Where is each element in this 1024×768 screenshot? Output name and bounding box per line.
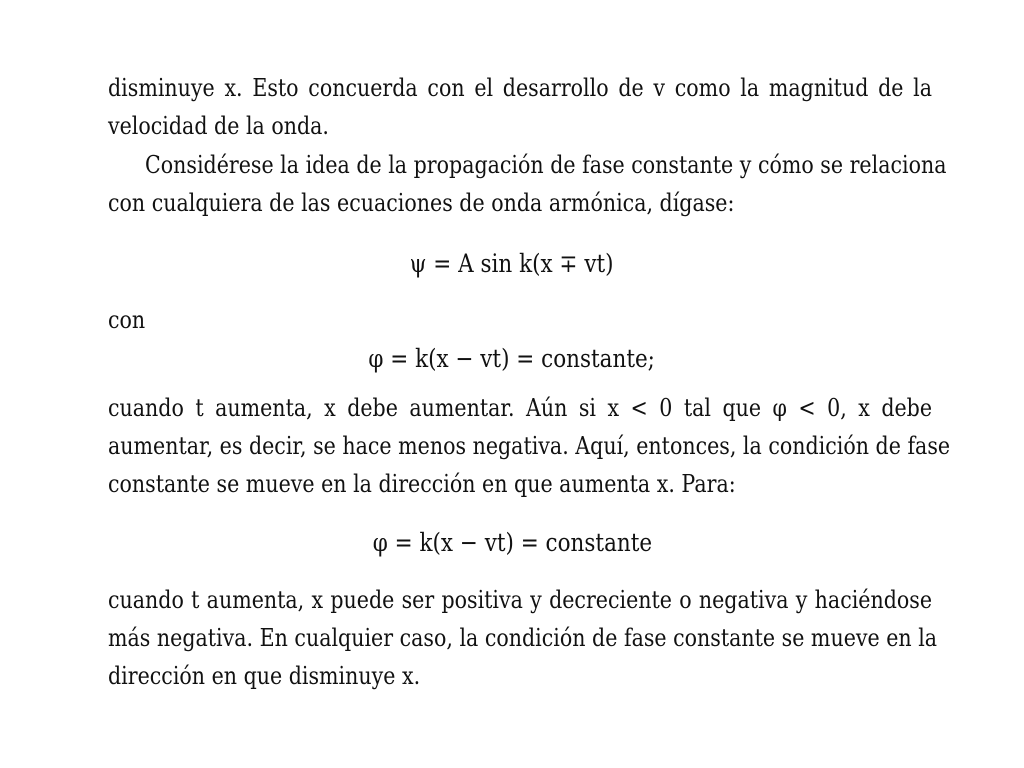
text-line-2: velocidad de la onda. [108, 111, 329, 140]
equation-wave-text: ψ = A sin k(x ∓ vt) [410, 249, 614, 278]
text-line-10: más negativa. En cualquier caso, la condición de fase constante se mueve en la [108, 623, 938, 652]
text-line-6: cuando t aumenta, x debe aumentar. Aún si x < 0 tal que φ < 0, x debe [108, 393, 933, 422]
text-line-11: dirección en que disminuye x. [108, 661, 421, 690]
equation-phase-2 [0, 523, 1024, 563]
equation-wave [0, 244, 1024, 284]
equation-phase-2-text: φ = k(x − vt) = constante [372, 528, 652, 557]
text-line-3: Considérese la idea de la propagación de fase constante y cómo se relaciona [145, 150, 947, 179]
text-line-1: disminuye x. Esto concuerda con el desarrollo de v como la magnitud de la [108, 73, 933, 102]
text-line-8: constante se mueve en la dirección en que aumenta x. Para: [108, 469, 736, 498]
text-line-9: cuando t aumenta, x puede ser positiva y decreciente o negativa y haciéndose [108, 585, 933, 614]
text-line-7: aumentar, es decir, se hace menos negativa. Aquí, entonces, la condición de fase [108, 431, 951, 460]
equation-phase-1 [0, 339, 1024, 379]
text-line-5: con [108, 305, 146, 334]
text-line-4: con cualquiera de las ecuaciones de onda armónica, dígase: [108, 188, 735, 217]
equation-phase-1-text: φ = k(x − vt) = constante; [368, 344, 656, 373]
